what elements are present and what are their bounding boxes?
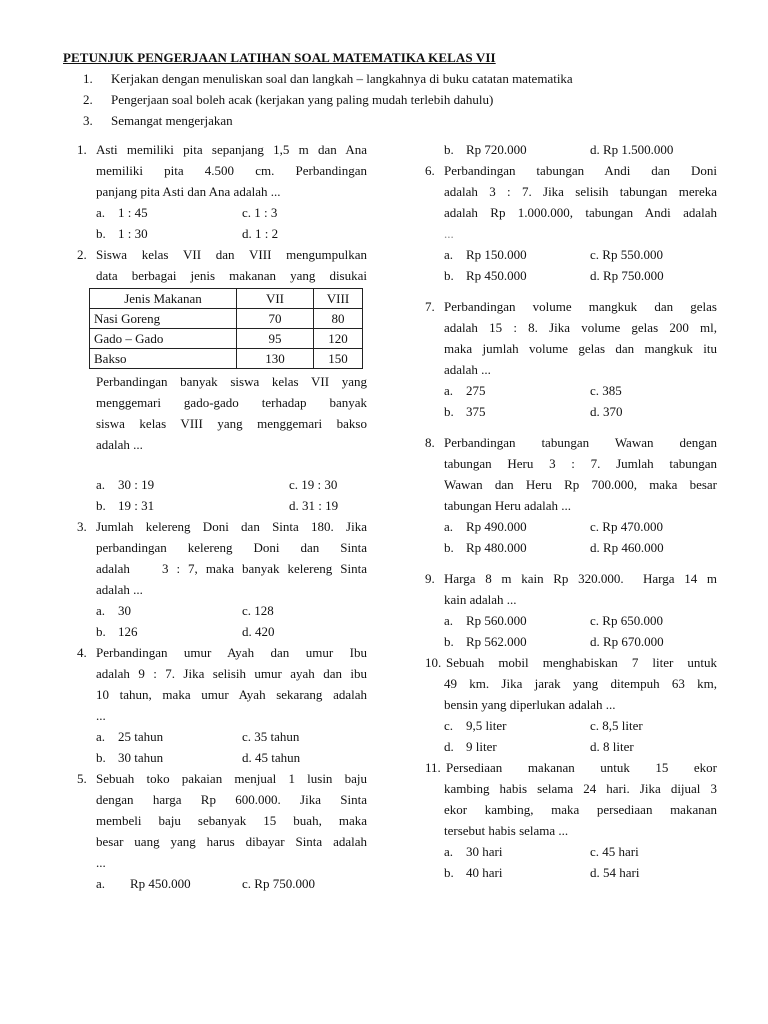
question-line: Jumlah kelereng Doni dan Sinta 180. Jika (96, 519, 367, 534)
question-line: adalah 15 : 8. Jika volume gelas 200 ml, (444, 320, 717, 335)
question-line: Sebuah toko pakaian menjual 1 lusin baju (96, 771, 367, 786)
option-text: 275 (466, 383, 486, 398)
question-10 (425, 652, 717, 757)
option-text: Rp 480.000 (466, 540, 527, 555)
option-a[interactable] (444, 841, 590, 862)
table-header: VII (237, 289, 314, 309)
question-line: adalah ... (444, 362, 491, 377)
option-letter: b. (444, 142, 454, 157)
table-cell: 80 (314, 309, 363, 329)
option-letter: a. (444, 383, 454, 398)
option-letter: b. (96, 498, 106, 513)
option-b[interactable] (96, 747, 242, 768)
question-11 (425, 757, 717, 883)
option-text: c. 45 hari (590, 844, 639, 859)
question-1 (77, 139, 367, 244)
option-text: d. 31 : 19 (289, 498, 339, 513)
question-2 (77, 244, 367, 516)
question-5 (77, 768, 367, 894)
table-row (90, 309, 363, 329)
question-text (444, 160, 717, 244)
question-text-continued (96, 371, 367, 455)
question-line: Perbandingan tabungan Wawan dengan (444, 435, 717, 450)
option-text: 30 : 19 (118, 477, 155, 492)
option-text: 126 (118, 624, 138, 639)
question-line: adalah 3 : 7, maka banyak kelereng Sinta (96, 561, 367, 576)
option-c[interactable] (242, 873, 315, 894)
option-text: 30 (118, 603, 131, 618)
option-letter: d. (444, 739, 454, 754)
option-b[interactable] (96, 495, 289, 516)
answer-options (444, 380, 717, 422)
question-line: Persediaan makanan untuk 15 ekor (446, 760, 717, 775)
question-line: tabungan Heru adalah ... (444, 498, 572, 513)
question-line: bensin yang diperlukan adalah ... (444, 697, 616, 712)
question-number: 11. (425, 760, 441, 775)
option-text: 1 : 45 (118, 205, 148, 220)
question-text (96, 642, 367, 726)
question-number: 4. (77, 645, 87, 660)
option-letter: b. (444, 865, 454, 880)
option-c-first[interactable] (444, 715, 590, 736)
question-number: 7. (425, 299, 435, 314)
question-text (444, 568, 717, 610)
question-text (96, 516, 367, 600)
option-d[interactable] (590, 537, 664, 558)
answer-options (96, 726, 367, 768)
instruction-item (83, 68, 723, 89)
option-text: Rp 150.000 (466, 247, 527, 262)
table-header: Jenis Makanan (90, 289, 237, 309)
option-text: Rp 490.000 (466, 519, 527, 534)
option-text: c. Rp 750.000 (242, 876, 315, 891)
question-line: Sebuah mobil menghabiskan 7 liter untuk (446, 655, 717, 670)
question-line: kambing habis selama 24 hari. Jika dijual 3 (444, 781, 717, 796)
table-cell: Nasi Goreng (90, 309, 237, 329)
question-number: 6. (425, 163, 435, 178)
instruction-item (83, 110, 723, 131)
question-9 (425, 568, 717, 652)
option-text: Rp 450.000 (130, 876, 191, 891)
option-a[interactable] (444, 380, 590, 401)
option-text: Rp 720.000 (466, 142, 527, 157)
option-text: 1 : 30 (118, 226, 148, 241)
food-preference-table (89, 288, 363, 369)
table-row (90, 329, 363, 349)
question-6 (425, 160, 717, 286)
option-text: Rp 560.000 (466, 613, 527, 628)
question-text-continued (444, 778, 717, 841)
option-b[interactable] (444, 862, 590, 883)
question-line: adalah 3 : 7. Jika selisih tabungan mereka (444, 184, 717, 199)
option-c[interactable] (242, 600, 274, 621)
option-a[interactable] (96, 474, 289, 495)
option-letter: c. (444, 718, 454, 733)
option-letter: b. (444, 268, 454, 283)
option-c[interactable] (590, 715, 643, 736)
option-d[interactable] (242, 747, 300, 768)
question-text (444, 296, 717, 380)
right-column (425, 139, 717, 883)
option-d[interactable] (242, 621, 275, 642)
instruction-text: Semangat mengerjakan (111, 113, 233, 128)
option-text: c. 1 : 3 (242, 205, 278, 220)
option-a[interactable] (96, 600, 242, 621)
option-text: 9,5 liter (466, 718, 507, 733)
question-line: adalah 9 : 7. Jika selisih umur ayah dan ibu (96, 666, 367, 681)
question-text (96, 139, 367, 202)
instruction-text: Pengerjaan soal boleh acak (kerjakan yang paling mudah terlebih dahulu) (111, 92, 494, 107)
question-line: perbandingan kelereng Doni dan Sinta (96, 540, 367, 555)
question-text (444, 432, 717, 516)
question-line: panjang pita Asti dan Ana adalah ... (96, 184, 281, 199)
option-text: c. 128 (242, 603, 274, 618)
question-text (446, 652, 717, 673)
option-c[interactable] (590, 841, 639, 862)
question-text (96, 244, 367, 286)
question-line: Perbandingan umur Ayah dan umur Ibu (96, 645, 367, 660)
option-d[interactable] (590, 139, 673, 160)
option-c[interactable] (242, 726, 299, 747)
question-line: ekor kambing, maka persediaan makanan (444, 802, 717, 817)
question-line: Asti memiliki pita sepanjang 1,5 m dan Ana (96, 142, 367, 157)
page-title: PETUNJUK PENGERJAAN LATIHAN SOAL MATEMATIKA KELAS VII (63, 50, 496, 65)
option-a[interactable] (444, 610, 590, 631)
option-text: d. Rp 1.500.000 (590, 142, 674, 157)
option-text: c. Rp 650.000 (590, 613, 663, 628)
table-cell: 95 (237, 329, 314, 349)
option-b[interactable] (444, 537, 590, 558)
option-a[interactable] (444, 516, 590, 537)
option-text: c. Rp 470.000 (590, 519, 663, 534)
question-line: tabungan Heru 3 : 7. Jumlah tabungan (444, 456, 717, 471)
option-b[interactable] (444, 265, 590, 286)
question-line: adalah ... (96, 437, 143, 452)
option-text: 19 : 31 (118, 498, 155, 513)
option-d[interactable] (590, 401, 623, 422)
option-a[interactable] (96, 726, 242, 747)
option-text: c. 385 (590, 383, 622, 398)
option-d[interactable] (242, 223, 278, 244)
option-text: 30 hari (466, 844, 503, 859)
option-text: d. 1 : 2 (242, 226, 279, 241)
instruction-number: 3. (83, 113, 93, 128)
option-text: d. 54 hari (590, 865, 640, 880)
question-line: 49 km. Jika jarak yang ditempuh 63 km, (444, 676, 717, 691)
table-cell: Bakso (90, 349, 237, 369)
option-text: c. Rp 550.000 (590, 247, 663, 262)
question-line: Siswa kelas VII dan VIII mengumpulkan (96, 247, 367, 262)
option-c[interactable] (590, 516, 663, 537)
answer-options (444, 516, 717, 558)
option-b[interactable] (444, 139, 590, 160)
option-a[interactable] (96, 873, 242, 894)
answer-options (444, 841, 717, 883)
question-number: 2. (77, 247, 87, 262)
option-letter: b. (96, 750, 106, 765)
option-letter: a. (444, 519, 454, 534)
option-d-first[interactable] (444, 736, 590, 757)
option-letter: b. (444, 634, 454, 649)
question-line: siswa kelas VIII yang menggemari bakso (96, 416, 367, 431)
option-letter: b. (444, 540, 454, 555)
question-line: ... (96, 855, 106, 870)
question-line: Wawan dan Heru Rp 700.000, maka besar (444, 477, 717, 492)
instruction-text: Kerjakan dengan menuliskan soal dan langkah – langkahnya di buku catatan matematika (111, 71, 573, 86)
instruction-number: 2. (83, 92, 93, 107)
option-text: d. Rp 670.000 (590, 634, 664, 649)
question-line: adalah Rp 1.000.000, tabungan Andi adalah (444, 205, 717, 220)
option-letter: a. (96, 477, 106, 492)
option-text: c. 35 tahun (242, 729, 300, 744)
table-header: VIII (314, 289, 363, 309)
option-text: d. 8 liter (590, 739, 634, 754)
option-text: 9 liter (466, 739, 497, 754)
option-text: d. Rp 750.000 (590, 268, 664, 283)
option-letter: a. (96, 603, 106, 618)
question-line: data berbagai jenis makanan yang disukai (96, 268, 367, 283)
option-b[interactable] (444, 401, 590, 422)
answer-options (96, 873, 367, 894)
option-c[interactable] (242, 202, 277, 223)
option-text: 40 hari (466, 865, 503, 880)
answer-options (96, 600, 367, 642)
option-letter: b. (96, 624, 106, 639)
answer-options (444, 715, 717, 757)
question-line: maka jumlah volume gelas dan mangkuk itu (444, 341, 717, 356)
question-number: 5. (77, 771, 87, 786)
table-cell: 150 (314, 349, 363, 369)
table-cell: 130 (237, 349, 314, 369)
option-c[interactable] (590, 380, 622, 401)
question-text-continued (444, 673, 717, 715)
table-cell: Gado – Gado (90, 329, 237, 349)
instruction-number: 1. (83, 71, 93, 86)
left-column (77, 139, 367, 894)
option-text: Rp 450.000 (466, 268, 527, 283)
option-b[interactable] (96, 621, 242, 642)
question-number: 9. (425, 571, 435, 586)
option-c[interactable] (590, 244, 663, 265)
question-8 (425, 432, 717, 558)
answer-options-q5-cont (444, 139, 717, 160)
option-text: c. 19 : 30 (289, 477, 338, 492)
option-b[interactable] (444, 631, 590, 652)
table-cell: 70 (237, 309, 314, 329)
option-text: d. 45 tahun (242, 750, 301, 765)
option-text: d. 420 (242, 624, 275, 639)
answer-options (96, 202, 367, 244)
table-row (90, 349, 363, 369)
question-text (96, 768, 367, 873)
question-4 (77, 642, 367, 768)
instructions-list (83, 68, 723, 131)
option-text: d. 370 (590, 404, 623, 419)
question-line: memiliki pita 4.500 cm. Perbandingan (96, 163, 367, 178)
option-c[interactable] (590, 610, 663, 631)
table-header-row (90, 289, 363, 309)
option-c[interactable] (289, 474, 337, 495)
instruction-item (83, 89, 723, 110)
option-d[interactable] (590, 265, 664, 286)
answer-options (96, 474, 367, 516)
option-text: c. 8,5 liter (590, 718, 643, 733)
option-a[interactable] (96, 202, 242, 223)
question-number: 8. (425, 435, 435, 450)
question-line: tersebut habis selama ... (444, 823, 569, 838)
question-line: adalah ... (96, 582, 143, 597)
option-text: 30 tahun (118, 750, 164, 765)
option-text: 375 (466, 404, 486, 419)
option-letter: a. (96, 205, 106, 220)
question-line: dengan harga Rp 600.000. Jika Sinta (96, 792, 367, 807)
question-line: Perbandingan volume mangkuk dan gelas (444, 299, 717, 314)
question-7 (425, 296, 717, 422)
option-text: 25 tahun (118, 729, 164, 744)
option-d[interactable] (590, 862, 639, 883)
question-line: menggemari gado-gado terhadap banyak (96, 395, 367, 410)
question-3 (77, 516, 367, 642)
option-letter: a. (444, 247, 454, 262)
option-letter: a. (96, 876, 106, 891)
question-line: Harga 8 m kain Rp 320.000. Harga 14 m (444, 571, 717, 586)
question-line: Perbandingan tabungan Andi dan Doni (444, 163, 717, 178)
option-b[interactable] (96, 223, 242, 244)
option-letter: b. (444, 404, 454, 419)
answer-options (444, 244, 717, 286)
question-line: besar uang yang harus dibayar Sinta adalah (96, 834, 367, 849)
option-letter: a. (96, 729, 106, 744)
question-line: kain adalah ... (444, 592, 517, 607)
question-line: Perbandingan banyak siswa kelas VII yang (96, 374, 367, 389)
question-number: 1. (77, 142, 87, 157)
option-d[interactable] (590, 631, 664, 652)
answer-options (444, 610, 717, 652)
option-a[interactable] (444, 244, 590, 265)
option-text: d. Rp 460.000 (590, 540, 664, 555)
option-letter: b. (96, 226, 106, 241)
table-cell: 120 (314, 329, 363, 349)
question-line: ... (444, 226, 454, 241)
question-number: 10. (425, 655, 442, 670)
question-line: 10 tahun, maka umur Ayah sekarang adalah (96, 687, 367, 702)
question-line: membeli baju sebanyak 15 buah, maka (96, 813, 367, 828)
option-letter: a. (444, 613, 454, 628)
option-text: Rp 562.000 (466, 634, 527, 649)
option-d[interactable] (590, 736, 634, 757)
question-line: ... (96, 708, 106, 723)
question-number: 3. (77, 519, 87, 534)
option-letter: a. (444, 844, 454, 859)
option-d[interactable] (289, 495, 338, 516)
question-text (446, 757, 717, 778)
